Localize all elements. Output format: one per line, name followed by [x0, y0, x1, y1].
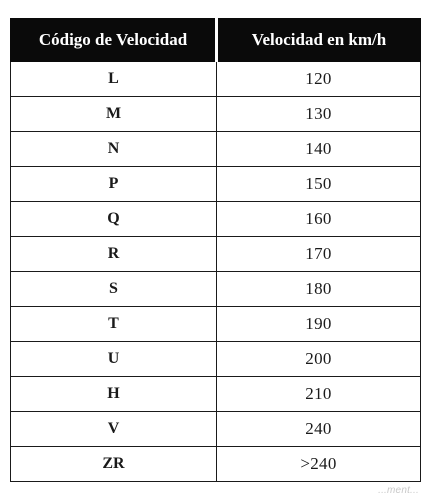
speed-code-cell: L: [11, 62, 217, 97]
speed-code-cell: N: [11, 132, 217, 167]
speed-value-cell: 180: [217, 272, 421, 307]
speed-value-cell: 210: [217, 377, 421, 412]
table-row: [11, 62, 421, 97]
table-header: [11, 19, 421, 62]
speed-code-cell: U: [11, 342, 217, 377]
speed-value-cell: 170: [217, 237, 421, 272]
table-row: [11, 412, 421, 447]
watermark-text: ...ment...: [378, 485, 419, 496]
speed-value-cell: 160: [217, 202, 421, 237]
header-speed-code: Código de Velocidad: [11, 19, 217, 62]
table-row: [11, 377, 421, 412]
table-row: [11, 97, 421, 132]
speed-code-table-container: [10, 18, 420, 482]
table-row: [11, 307, 421, 342]
speed-value-cell: 130: [217, 97, 421, 132]
speed-value-cell: 120: [217, 62, 421, 97]
speed-code-cell: S: [11, 272, 217, 307]
speed-value-cell: 240: [217, 412, 421, 447]
speed-code-cell: T: [11, 307, 217, 342]
table-row: [11, 237, 421, 272]
table-row: [11, 272, 421, 307]
table-body: [11, 62, 421, 482]
table-row: [11, 447, 421, 482]
speed-code-cell: P: [11, 167, 217, 202]
header-row: [11, 19, 421, 62]
speed-code-cell: V: [11, 412, 217, 447]
speed-value-cell: 190: [217, 307, 421, 342]
speed-value-cell: 140: [217, 132, 421, 167]
header-speed-kmh: Velocidad en km/h: [217, 19, 421, 62]
speed-code-cell: ZR: [11, 447, 217, 482]
speed-code-cell: R: [11, 237, 217, 272]
speed-value-cell: 150: [217, 167, 421, 202]
table-row: [11, 132, 421, 167]
speed-code-cell: H: [11, 377, 217, 412]
table-row: [11, 167, 421, 202]
speed-code-cell: Q: [11, 202, 217, 237]
table-row: [11, 342, 421, 377]
speed-code-cell: M: [11, 97, 217, 132]
speed-value-cell: >240: [217, 447, 421, 482]
speed-code-table: [10, 18, 421, 482]
table-row: [11, 202, 421, 237]
speed-value-cell: 200: [217, 342, 421, 377]
